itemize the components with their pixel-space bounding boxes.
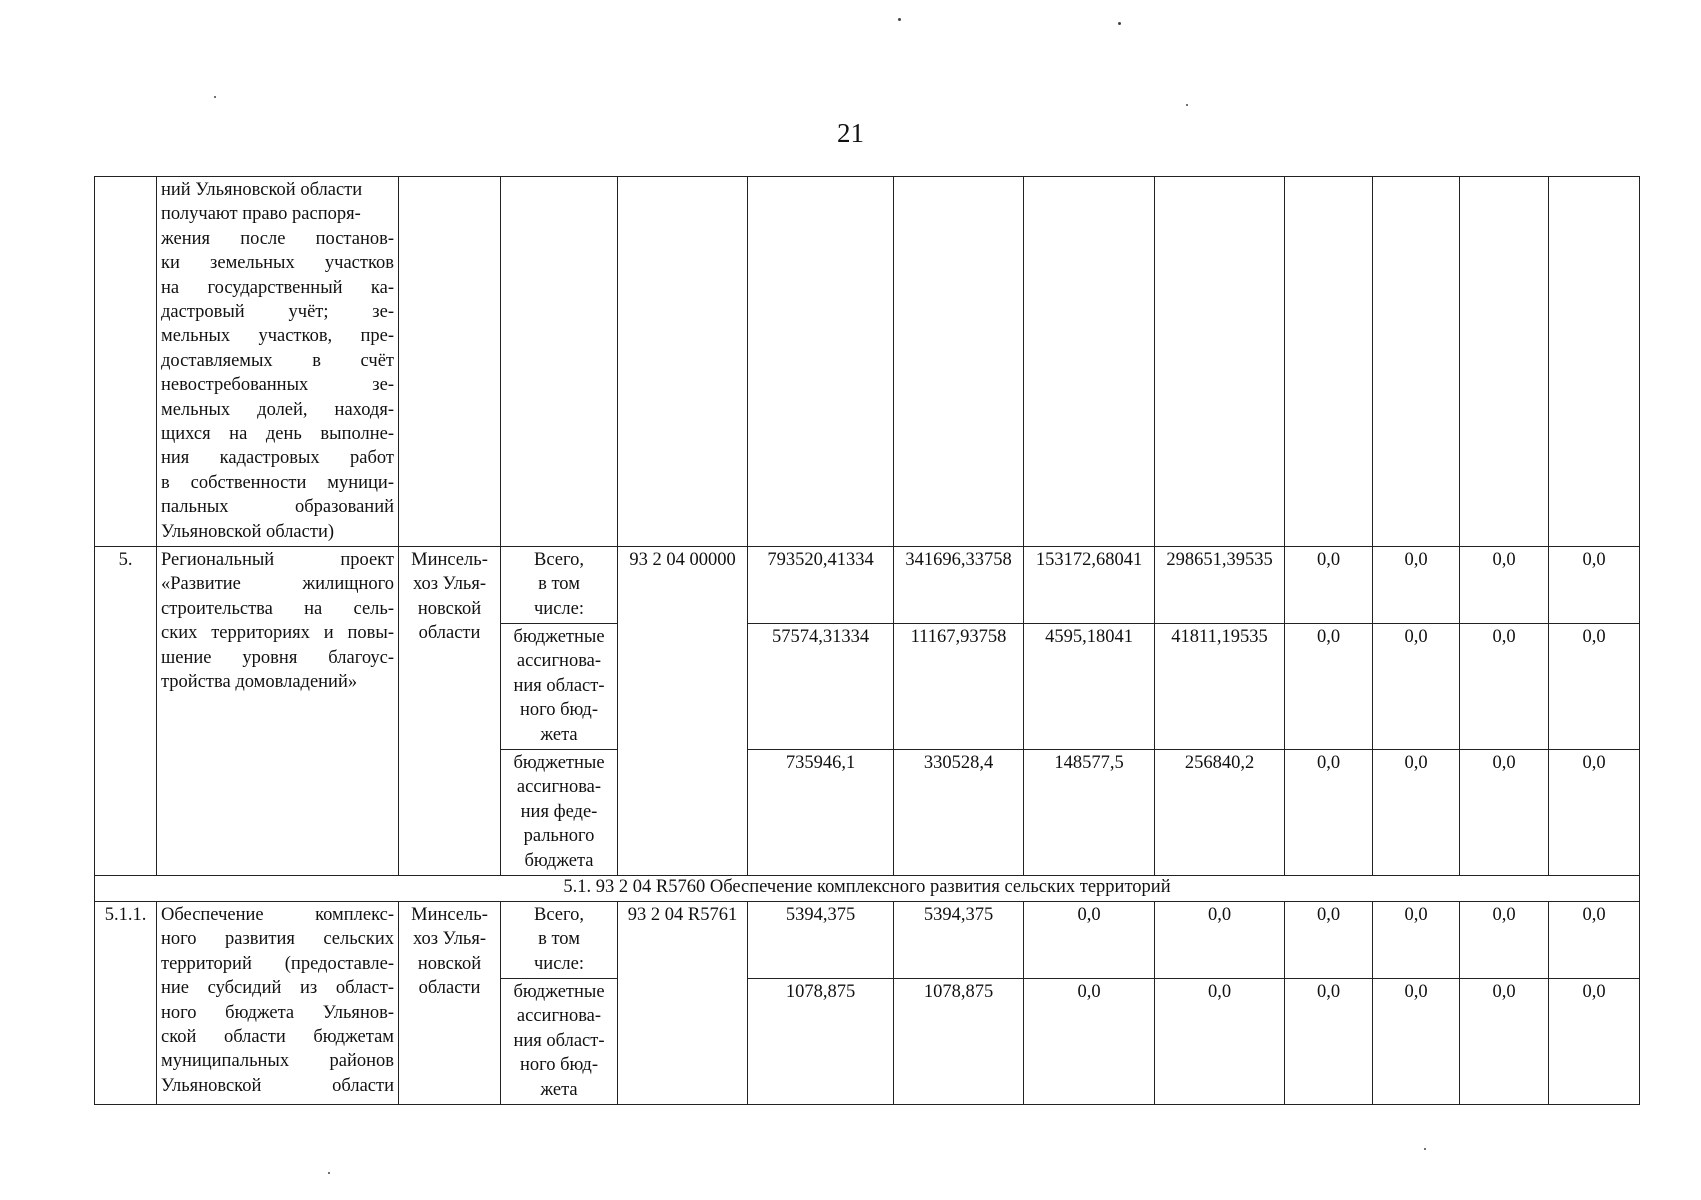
value-cell: 0,0 xyxy=(1285,979,1373,1105)
section-header-row xyxy=(95,876,1640,902)
value-cell xyxy=(1024,177,1155,547)
executor-cell: Минсель- хоз Улья- новской области xyxy=(399,547,501,876)
value-cell: 0,0 xyxy=(1285,750,1373,876)
value-cell: 735946,1 xyxy=(748,750,894,876)
table-row xyxy=(95,902,1640,979)
value-cell: 0,0 xyxy=(1549,902,1640,979)
value-cell: 256840,2 xyxy=(1155,750,1285,876)
value-cell: 57574,31334 xyxy=(748,624,894,750)
value-cell: 1078,875 xyxy=(894,979,1024,1105)
scan-speck xyxy=(898,18,901,21)
value-cell: 341696,33758 xyxy=(894,547,1024,624)
value-cell: 1078,875 xyxy=(748,979,894,1105)
value-cell: 0,0 xyxy=(1373,902,1460,979)
value-cell: 0,0 xyxy=(1373,624,1460,750)
code-cell: 93 2 04 00000 xyxy=(618,547,748,876)
value-cell: 0,0 xyxy=(1460,624,1549,750)
value-cell: 0,0 xyxy=(1460,547,1549,624)
value-cell xyxy=(1373,177,1460,547)
value-cell: 0,0 xyxy=(1155,979,1285,1105)
value-cell: 5394,375 xyxy=(748,902,894,979)
budget-table xyxy=(94,176,1640,1105)
value-cell: 0,0 xyxy=(1549,547,1640,624)
source-cell: бюджетные ассигнова- ния област- ного бюд- жета xyxy=(501,624,618,750)
value-cell: 0,0 xyxy=(1460,750,1549,876)
value-cell: 0,0 xyxy=(1549,979,1640,1105)
source-cell: Всего, в том числе: xyxy=(501,902,618,979)
section-header: 5.1. 93 2 04 R5760 Обеспечение комплексного развития сельских территорий xyxy=(95,876,1640,902)
value-cell: 0,0 xyxy=(1373,979,1460,1105)
source-cell: Всего, в том числе: xyxy=(501,547,618,624)
executor-cell xyxy=(399,177,501,547)
value-cell: 0,0 xyxy=(1460,902,1549,979)
source-cell xyxy=(501,177,618,547)
value-cell: 0,0 xyxy=(1285,547,1373,624)
code-cell xyxy=(618,177,748,547)
source-cell: бюджетные ассигнова- ния област- ного бюд- жета xyxy=(501,979,618,1105)
value-cell xyxy=(1460,177,1549,547)
table-row xyxy=(95,177,1640,547)
value-cell: 298651,39535 xyxy=(1155,547,1285,624)
number-cell xyxy=(95,177,157,547)
description-cell: ний Ульяновской области получают право распоря- жения после постанов- ки земельных участков на государственный ка- дастровый учёт; зе- мельных участков, пре- доставляемых в счёт невостребованных зе- мельных долей, находя- щихся на день выполне- ния кадастровых работ в собственности муници- пальных образований Ульяновской области) xyxy=(157,177,399,547)
code-cell: 93 2 04 R5761 xyxy=(618,902,748,1105)
value-cell xyxy=(1549,177,1640,547)
value-cell: 0,0 xyxy=(1285,624,1373,750)
value-cell: 0,0 xyxy=(1373,750,1460,876)
value-cell: 0,0 xyxy=(1155,902,1285,979)
value-cell xyxy=(894,177,1024,547)
value-cell: 330528,4 xyxy=(894,750,1024,876)
source-cell: бюджетные ассигнова- ния феде- рального бюджета xyxy=(501,750,618,876)
value-cell: 0,0 xyxy=(1549,624,1640,750)
value-cell: 153172,68041 xyxy=(1024,547,1155,624)
value-cell: 41811,19535 xyxy=(1155,624,1285,750)
value-cell: 0,0 xyxy=(1024,979,1155,1105)
value-cell: 793520,41334 xyxy=(748,547,894,624)
executor-cell: Минсель- хоз Улья- новской области xyxy=(399,902,501,1105)
row-number: 5.1.1. xyxy=(95,902,157,1105)
value-cell: 5394,375 xyxy=(894,902,1024,979)
scan-speck xyxy=(1118,22,1121,25)
value-cell xyxy=(748,177,894,547)
value-cell: 11167,93758 xyxy=(894,624,1024,750)
value-cell: 0,0 xyxy=(1549,750,1640,876)
value-cell: 4595,18041 xyxy=(1024,624,1155,750)
value-cell: 0,0 xyxy=(1460,979,1549,1105)
description-cell: Обеспечение комплекс- ного развития сельских территорий (предоставле- ние субсидий из област- ного бюджета Ульянов- ской области бюджетам муниципальных районов Ульяновской области xyxy=(157,902,399,1105)
description-cell: Региональный проект «Развитие жилищного строительства на сель- ских территориях и повы- шение уровня благоус- тройства домовладений» xyxy=(157,547,399,876)
scan-speck xyxy=(1186,104,1188,106)
value-cell xyxy=(1285,177,1373,547)
row-number: 5. xyxy=(95,547,157,876)
scan-speck xyxy=(214,96,216,98)
value-cell xyxy=(1155,177,1285,547)
scan-speck xyxy=(1424,1148,1426,1150)
value-cell: 0,0 xyxy=(1373,547,1460,624)
table-row xyxy=(95,547,1640,624)
value-cell: 0,0 xyxy=(1285,902,1373,979)
page-number: 21 xyxy=(837,118,864,148)
value-cell: 148577,5 xyxy=(1024,750,1155,876)
scan-speck xyxy=(328,1172,330,1174)
value-cell: 0,0 xyxy=(1024,902,1155,979)
